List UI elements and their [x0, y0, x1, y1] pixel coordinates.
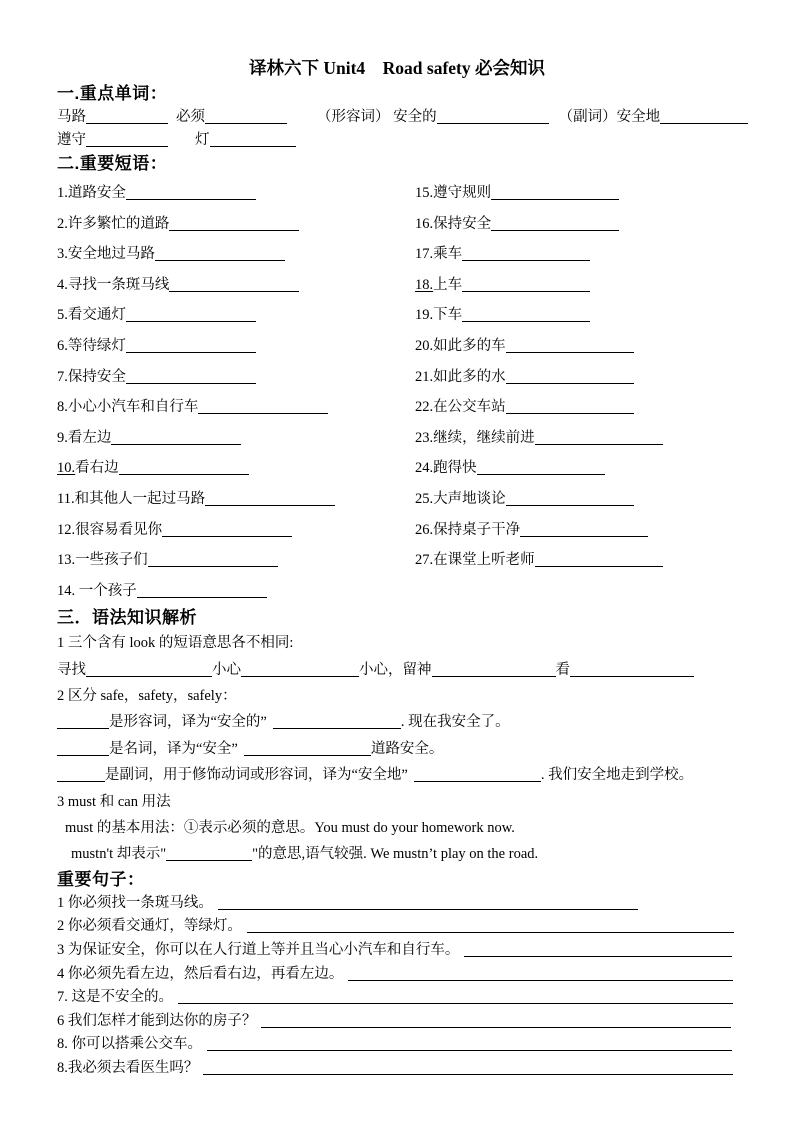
- phrase-item: [57, 209, 415, 240]
- answer-blank: [414, 768, 541, 782]
- text-run: 24.跑得快: [415, 460, 477, 477]
- page-title: 译林六下 Unit4 Road safety 必会知识: [248, 58, 546, 78]
- answer-blank: [348, 967, 733, 981]
- text-run: 17.乘车: [415, 246, 463, 263]
- text-run: 必须: [176, 109, 205, 125]
- sentence-line: [57, 1057, 737, 1081]
- text-run: 7. 这是不安全的。: [57, 989, 173, 1006]
- text-run: 8.小心小汽车和自行车: [57, 399, 199, 416]
- grammar-line: [57, 709, 737, 735]
- answer-blank: [506, 370, 634, 384]
- answer-blank: [520, 523, 648, 537]
- text-run: 2 你必须看交通灯，等绿灯。: [57, 918, 242, 935]
- text-run: 4.寻找一条斑马线: [57, 276, 170, 293]
- text-run: 20.如此多的车: [415, 337, 506, 354]
- phrase-item: [57, 331, 415, 362]
- grammar-line: [57, 815, 737, 841]
- text-run: 6 我们怎样才能到达你的房子？: [57, 1012, 257, 1029]
- answer-blank: [535, 431, 663, 445]
- text-run: 8. 你可以搭乘公交车。: [57, 1036, 202, 1053]
- answer-blank: [137, 584, 267, 598]
- phrase-item: [415, 484, 737, 515]
- text-run: 小心，留神: [359, 661, 432, 678]
- spacer: [57, 831, 65, 832]
- text-run: 1 三个含有 look 的短语意思各不相同:: [57, 635, 294, 652]
- text-run: 1 你必须找一条斑马线。: [57, 894, 213, 911]
- text-run: 看右边: [75, 460, 119, 477]
- text-run: 9.看左边: [57, 429, 112, 446]
- sentence-line: [57, 892, 737, 916]
- spacer: [287, 120, 317, 121]
- text-run: 26.保持桌子干净: [415, 521, 521, 538]
- text-run: （形容词） 安全的: [317, 109, 437, 125]
- answer-blank: [205, 492, 335, 506]
- grammar-block: [57, 630, 737, 868]
- answer-blank: [57, 768, 105, 782]
- text-run: 是名词，译为“安全”: [109, 740, 238, 757]
- phrase-item: [57, 392, 415, 423]
- text-run: 3 must 和 can 用法: [57, 793, 171, 810]
- phrase-item: [57, 545, 415, 576]
- spacer: [168, 120, 176, 121]
- answer-blank: [660, 110, 748, 124]
- text-run: 马路: [57, 109, 86, 125]
- text-run: 23.继续，继续前进: [415, 429, 535, 446]
- text-run: 2 区分 safe，safety，safely：: [57, 688, 237, 705]
- answer-blank: [570, 663, 694, 677]
- answer-blank: [462, 247, 590, 261]
- text-run: 16.保持安全: [415, 215, 492, 232]
- text-run: 14. 一个孩子: [57, 582, 137, 599]
- text-run: 27.在课堂上听老师: [415, 552, 535, 569]
- phrase-item: [57, 178, 415, 209]
- text-run: 3.安全地过马路: [57, 246, 155, 263]
- text-run: 15.遵守规则: [415, 185, 492, 201]
- answer-blank: [155, 247, 285, 261]
- word-line: [57, 129, 737, 152]
- answer-blank: [162, 523, 292, 537]
- answer-blank: [535, 553, 663, 567]
- answer-blank: [462, 278, 590, 292]
- answer-blank: [491, 186, 619, 200]
- phrase-item: [57, 423, 415, 454]
- phrase-item: [57, 515, 415, 546]
- sentences-block: [57, 892, 737, 1081]
- phrase-item: [415, 545, 737, 576]
- text-run: 小心: [212, 661, 241, 678]
- text-run: 21.如此多的水: [415, 368, 506, 385]
- word-line: [57, 106, 737, 129]
- text-run: 1.道路安全: [57, 185, 126, 201]
- answer-blank: [111, 431, 241, 445]
- text-run: 13.一些孩子们: [57, 552, 148, 569]
- phrase-item: [415, 209, 737, 240]
- phrase-item: [57, 270, 415, 301]
- underlined-number: 10.: [57, 460, 76, 477]
- phrase-item: [415, 270, 737, 301]
- phrase-item: [57, 239, 415, 270]
- phrase-item: [57, 576, 415, 607]
- answer-blank: [203, 1061, 733, 1075]
- text-run: 11.和其他人一起过马路: [57, 490, 206, 507]
- text-run: 灯: [195, 132, 210, 148]
- text-run: 是形容词，译为“安全的”: [109, 714, 267, 731]
- spacer: [549, 120, 559, 121]
- answer-blank: [432, 663, 556, 677]
- text-run: 2.许多繁忙的道路: [57, 215, 170, 232]
- phrase-item: [415, 239, 737, 270]
- answer-blank: [126, 339, 256, 353]
- phrase-item: [57, 453, 415, 484]
- answer-blank: [86, 663, 212, 677]
- answer-blank: [207, 1037, 732, 1051]
- phrase-item: [415, 515, 737, 546]
- text-run: 寻找: [57, 661, 86, 678]
- key-phrases-block: [57, 178, 737, 606]
- text-run: 4 你必须先看左边，然后看右边，再看左边。: [57, 965, 344, 982]
- answer-blank: [169, 217, 299, 231]
- grammar-line: [57, 630, 737, 656]
- text-run: 8.我必须去看医生吗？: [57, 1059, 199, 1076]
- text-run: . 我们安全地走到学校。: [540, 767, 694, 784]
- spacer: [57, 857, 71, 858]
- answer-blank: [218, 896, 638, 910]
- answer-blank: [244, 742, 371, 756]
- answer-blank: [148, 553, 278, 567]
- sentence-line: [57, 963, 737, 987]
- key-words-block: [57, 106, 737, 152]
- answer-blank: [477, 461, 605, 475]
- phrase-item: [415, 362, 737, 393]
- answer-blank: [198, 400, 328, 414]
- text-run: 6.等待绿灯: [57, 337, 126, 354]
- answer-blank: [178, 990, 733, 1004]
- text-run: 遵守: [57, 132, 86, 148]
- answer-blank: [464, 943, 732, 957]
- section-grammar-heading: 三．语法知识解析: [57, 608, 197, 628]
- answer-blank: [506, 492, 634, 506]
- text-run: must 的基本用法：①表示必须的意思。You must do your homework now.: [65, 820, 515, 837]
- answer-blank: [437, 110, 549, 124]
- sentence-line: [57, 1033, 737, 1057]
- text-run: 7.保持安全: [57, 368, 126, 385]
- answer-blank: [261, 1014, 731, 1028]
- answer-blank: [205, 110, 287, 124]
- answer-blank: [126, 308, 256, 322]
- phrases-left-column: [57, 178, 415, 606]
- grammar-line: [57, 841, 737, 867]
- answer-blank: [86, 110, 168, 124]
- text-run: 上车: [433, 276, 463, 293]
- section-key-phrases-heading: 二.重要短语：: [57, 154, 168, 173]
- grammar-line: [57, 683, 737, 709]
- text-run: "的意思,语气较强. We mustn’t play on the road.: [252, 846, 539, 863]
- phrase-item: [57, 362, 415, 393]
- text-run: . 现在我安全了。: [400, 714, 510, 731]
- text-run: 5.看交通灯: [57, 307, 126, 324]
- sentence-line: [57, 939, 737, 963]
- text-run: 19.下车: [415, 307, 463, 324]
- spacer: [168, 143, 195, 144]
- answer-blank: [119, 461, 249, 475]
- sentence-line: [57, 915, 737, 939]
- text-run: 道路安全。: [370, 740, 444, 757]
- text-run: 12.很容易看见你: [57, 521, 163, 538]
- text-run: 22.在公交车站: [415, 399, 506, 416]
- answer-blank: [166, 847, 252, 861]
- answer-blank: [273, 715, 401, 729]
- grammar-line: [57, 657, 737, 683]
- phrase-item: [57, 484, 415, 515]
- text-run: mustn't 却表示": [71, 846, 167, 863]
- text-run: （副词）安全地: [558, 109, 661, 125]
- answer-blank: [57, 715, 109, 729]
- text-run: 是副词，用于修饰动词或形容词，译为“安全地”: [105, 767, 408, 784]
- phrase-item: [415, 178, 737, 209]
- section-key-words-heading: 一.重点单词：: [57, 84, 168, 103]
- text-run: 25.大声地谈论: [415, 490, 506, 507]
- phrase-item: [415, 331, 737, 362]
- answer-blank: [506, 400, 634, 414]
- phrase-item: [415, 423, 737, 454]
- answer-blank: [57, 742, 109, 756]
- grammar-line: [57, 789, 737, 815]
- phrase-item: [415, 453, 737, 484]
- grammar-line: [57, 736, 737, 762]
- answer-blank: [126, 186, 256, 200]
- text-run: 看: [555, 661, 570, 678]
- answer-blank: [247, 919, 734, 933]
- grammar-line: [57, 762, 737, 788]
- answer-blank: [241, 663, 359, 677]
- text-run: 3 为保证安全，你可以在人行道上等并且当心小汽车和自行车。: [57, 942, 460, 959]
- section-sentences-heading: 重要句子：: [57, 869, 145, 889]
- phrase-item: [415, 300, 737, 331]
- answer-blank: [126, 370, 256, 384]
- phrase-item: [57, 300, 415, 331]
- answer-blank: [462, 308, 590, 322]
- sentence-line: [57, 1010, 737, 1034]
- sentence-line: [57, 986, 737, 1010]
- answer-blank: [506, 339, 634, 353]
- phrases-right-column: [415, 178, 737, 606]
- answer-blank: [210, 133, 296, 147]
- answer-blank: [491, 217, 619, 231]
- answer-blank: [86, 133, 168, 147]
- phrase-item: [415, 392, 737, 423]
- underlined-number: 18.: [415, 276, 434, 293]
- answer-blank: [169, 278, 299, 292]
